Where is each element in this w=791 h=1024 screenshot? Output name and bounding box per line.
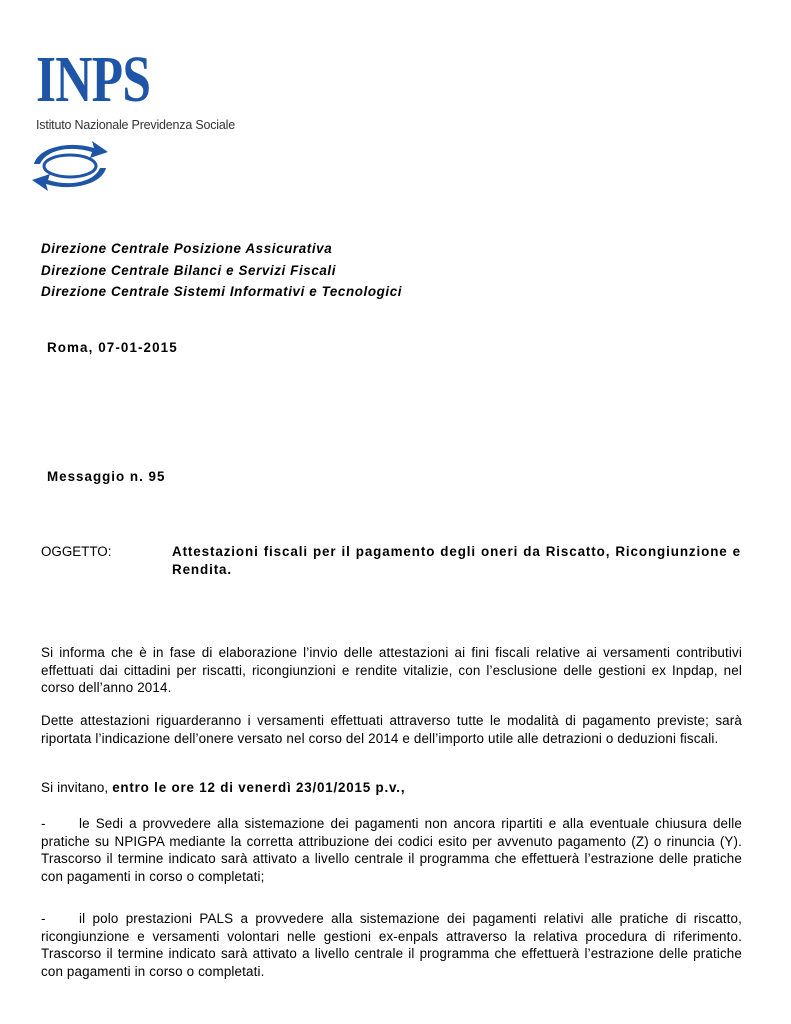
body-paragraph: Dette attestazioni riguarderanno i versamenti effettuati attraverso tutte le modalità di pagamento previste; sarà riportata l’indicazione dell’onere versato nel corso del 2014 e dell’importo utile alle detrazioni o deduzioni fiscali. (41, 713, 742, 746)
inps-arrows-icon (28, 138, 112, 194)
place-date: Roma, 07-01-2015 (47, 340, 178, 355)
body-paragraph (41, 779, 742, 797)
body-paragraph: Si informa che è in fase di elaborazione l’invio delle attestazioni ai fini fiscali relative ai versamenti contributivi effettuati dai cittadini per riscatti, ricongiunzioni e rendite vitalizie, con l’esclusione delle gestioni ex Inpdap, nel corso dell’anno 2014. (41, 645, 742, 696)
bullet-marker: - (41, 911, 46, 926)
list-item-text: le Sedi a provvedere alla sistemazione dei pagamenti non ancora ripartiti e alla eventuale chiusura delle pratiche su NPIGPA mediante la corretta attribuzione dei codici esito per avvenuto pagamento (Z) o rinuncia (Y). Trascorso il termine indicato sarà attivato a livello centrale il programma che effettuerà l’estrazione delle pratiche con pagamenti in corso o completati; (41, 816, 742, 884)
subject-label: OGGETTO: (41, 544, 112, 559)
message-number: Messaggio n. 95 (47, 469, 166, 484)
list-item (41, 815, 742, 885)
invitation-prefix: Si invitano, (41, 780, 113, 795)
bullet-marker: - (41, 816, 46, 831)
logo-wordmark: INPS (36, 43, 151, 116)
list-item-text: il polo prestazioni PALS a provvedere alla sistemazione dei pagamenti relativi alle pratiche di riscatto, ricongiunzione e versamenti volontari nelle gestioni ex-enpals attraverso la relativa procedura di riferimento. Trascorso il termine indicato sarà attivato a livello centrale il programma che effettuerà l’estrazione delle pratiche con pagamenti in corso o completati. (41, 911, 742, 979)
logo-subtitle: Istituto Nazionale Previdenza Sociale (36, 118, 235, 132)
directions-block (41, 238, 402, 303)
subject-text: Attestazioni fiscali per il pagamento degli oneri da Riscatto, Ricongiunzione e Rendita. (172, 544, 741, 577)
direction-line: Direzione Centrale Sistemi Informativi e Tecnologici (41, 284, 403, 299)
inps-logo (28, 44, 258, 194)
deadline-text: entro le ore 12 di venerdì 23/01/2015 p.v., (112, 780, 406, 795)
direction-line: Direzione Centrale Bilanci e Servizi Fiscali (41, 262, 337, 278)
direction-line: Direzione Centrale Posizione Assicurativa (41, 241, 333, 256)
list-item (41, 910, 742, 980)
